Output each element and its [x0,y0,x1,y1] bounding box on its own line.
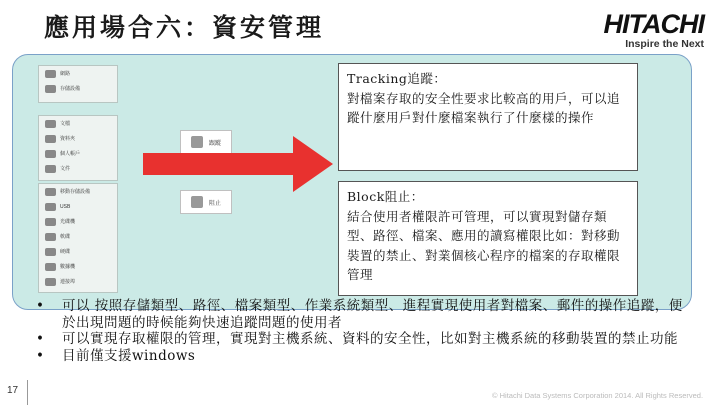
list-item-label: 文檔 [60,121,71,127]
right-arrow-icon [143,136,333,192]
copyright-text: © Hitachi Data Systems Corporation 2014. All Rights Reserved. [492,391,704,400]
list-item-label: 光碟機 [60,219,76,225]
list-item [39,81,117,96]
block-text: 結合使用者權限許可管理，可以實現對儲存類型、路徑、檔案、應用的讀寫權限比如：對移動裝置的禁止、對業個核心程序的檔案的存取權限管理 [347,208,621,282]
bullet-item: • 可以實現存取權限的管理，實現對主機系統、資料的安全性，比如對主機系統的移動裝置的禁止功能 [36,331,678,347]
folder-icon [45,135,56,143]
tracking-title: Tracking追蹤： [347,71,447,86]
list-item [39,274,117,289]
list-item [39,66,117,81]
bullet-text: 目前僅支援windows [62,347,196,364]
monitor-icon [45,85,56,93]
modem-icon [45,263,56,271]
document-icon [45,120,56,128]
printer-icon [45,188,56,196]
users-icon [45,150,56,158]
list-item [39,244,117,259]
list-item [39,214,117,229]
logo-tagline: Inspire the Next [625,38,704,50]
block-description [338,181,638,296]
tracking-description [338,63,638,171]
list-item [39,131,117,146]
list-item-label: 移動存儲設備 [60,189,91,195]
list-item-label: 軟碟 [60,234,71,240]
list-item [39,184,117,199]
list-item-label: 存儲設備 [60,86,81,92]
hand-icon [191,196,203,208]
screenshot-storage-types [38,65,118,103]
page-number: 17 [7,385,19,396]
list-item-label: USB [60,203,71,210]
list-item-label: 硬碟 [60,249,71,255]
block-thumbnail [180,190,232,214]
list-item-label: 個人帳戶 [60,151,81,157]
block-thumbnail-label: 阻止 [208,200,221,207]
screenshot-devices [38,183,118,293]
list-item-label: 數據機 [60,264,76,270]
list-item-label: 網路 [60,71,71,77]
file-icon [45,165,56,173]
list-item [39,199,117,214]
disk-icon [45,218,56,226]
bullet-text: 可以 按照存儲類型、路徑、檔案類型、作業系統類型、進程實現使用者對檔案、郵件的操作追蹤，便於出現問題的時候能夠快速追蹤問題的使用者 [62,298,683,331]
list-item [39,161,117,176]
usb-icon [45,203,56,211]
list-item [39,229,117,244]
logo-wordmark: HITACHI [603,9,704,39]
list-item [39,116,117,131]
floppy-icon [45,233,56,241]
bullet-item: • 目前僅支援windows [36,347,196,364]
tracking-text: 對檔案存取的安全性要求比較高的用戶，可以追蹤什麼用戶對什麼檔案執行了什麼樣的操作 [347,90,621,125]
hitachi-logo [603,9,705,50]
bullet-text: 可以實現存取權限的管理，實現對主機系統、資料的安全性，比如對主機系統的移動裝置的禁止功能 [62,331,678,347]
drive-icon [45,248,56,256]
list-item-label: 資料夾 [60,136,76,142]
bullet-item: • 可以 按照存儲類型、路徑、檔案類型、作業系統類型、進程實現使用者對檔案、郵件的操作追蹤，便於出現問題的時候能夠快速追蹤問題的使用者 [36,298,686,331]
list-item-label: 連接埠 [60,279,76,285]
bullet-list [36,298,686,364]
footer-divider [27,380,28,405]
block-title: Block阻止： [347,189,424,204]
list-item-label: 文件 [60,166,71,172]
tracking-thumbnail-label: 跟蹤 [208,140,221,147]
list-item [39,146,117,161]
slide-title: 應用場合六：資安管理 [44,13,325,42]
port-icon [45,278,56,286]
screenshot-file-types [38,115,118,181]
list-item [39,259,117,274]
network-icon [45,70,56,78]
